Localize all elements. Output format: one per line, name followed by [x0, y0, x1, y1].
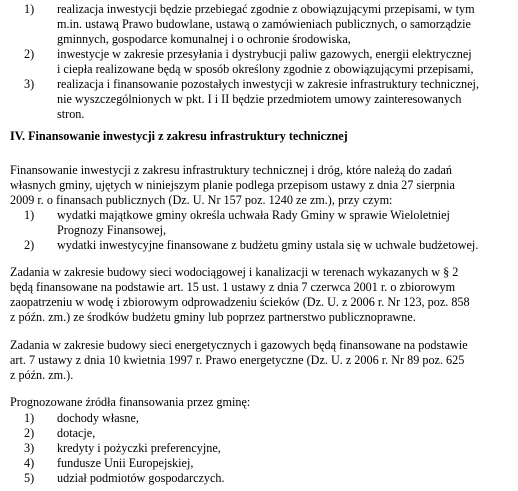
- text-line: zaopatrzeniu w wodę i zbiorowym odprowadzeniu ścieków (Dz. U. z 2006 r. Nr 123, poz. 858: [10, 295, 470, 309]
- text-line: dotacje,: [57, 426, 96, 440]
- list-number: 1): [24, 208, 35, 222]
- text-line: Prognozy Finansowej,: [57, 223, 167, 237]
- list-number: 1): [24, 2, 35, 16]
- list-number: 3): [24, 77, 35, 91]
- text-line: będą finansowane na podstawie art. 15 ust. 1 ustawy z dnia 7 czerwca 2001 r. o zbiorowym: [10, 280, 456, 294]
- text-line: stron.: [57, 107, 85, 121]
- text-line: wydatki majątkowe gminy określa uchwała Rady Gminy w sprawie Wieloletniej: [57, 208, 450, 222]
- list-number: 2): [24, 426, 35, 440]
- text-line: własnych gminy, ujętych w niniejszym planie podlega przepisom ustawy z dnia 27 sierpnia: [10, 178, 455, 192]
- text-line: i ciepła realizowane będą w sposób określony zgodnie z obowiązującymi przepisami,: [57, 62, 474, 76]
- text-line: Zadania w zakresie budowy sieci wodociągowej i kanalizacji w terenach wykazanych w § 2: [10, 265, 459, 279]
- text-line: 2009 r. o finansach publicznych (Dz. U. Nr 157 poz. 1240 ze zm.), przy czym:: [10, 193, 393, 207]
- text-line: realizacja inwestycji będzie przebiegać zgodnie z obowiązującymi przepisami, w tym: [57, 2, 475, 16]
- list-number: 1): [24, 411, 35, 425]
- list-number: 3): [24, 441, 35, 455]
- text-line: dochody własne,: [57, 411, 139, 425]
- text-line: Zadania w zakresie budowy sieci energetycznych i gazowych będą finansowane na podstawie: [10, 338, 468, 352]
- list-number: 2): [24, 47, 35, 61]
- text-line: fundusze Unii Europejskiej,: [57, 456, 194, 470]
- text-line: wydatki inwestycyjne finansowane z budżetu gminy ustala się w uchwale budżetowej.: [57, 238, 479, 252]
- list-number: 5): [24, 471, 35, 485]
- text-line: z późn. zm.).: [10, 368, 74, 382]
- list-number: 4): [24, 456, 35, 470]
- text-line: udział podmiotów gospodarczych.: [57, 471, 225, 485]
- paragraph: Prognozowane źródła finansowania przez gminę:: [10, 395, 251, 409]
- text-line: kredyty i pożyczki preferencyjne,: [57, 441, 221, 455]
- text-line: Finansowanie inwestycji z zakresu infrastruktury technicznej i dróg, które należą do zadań: [10, 163, 452, 177]
- section-heading: IV. Finansowanie inwestycji z zakresu infrastruktury technicznej: [10, 129, 348, 143]
- text-line: nie wyszczególnionych w pkt. I i II będzie przedmiotem umowy zainteresowanych: [57, 92, 462, 106]
- list-number: 2): [24, 238, 35, 252]
- text-line: art. 7 ustawy z dnia 10 kwietnia 1997 r. Prawo energetyczne (Dz. U. z 2006 r. Nr 89 poz. 625: [10, 353, 465, 367]
- text-line: realizacja i finansowanie pozostałych inwestycji w zakresie infrastruktury technicznej,: [57, 77, 479, 91]
- text-line: z późn. zm.) ze środków budżetu gminy lub poprzez partnerstwo publicznoprawne.: [10, 310, 416, 324]
- text-line: inwestycje w zakresie przesyłania i dystrybucji paliw gazowych, energii elektrycznej: [57, 47, 472, 61]
- text-line: m.in. ustawą Prawo budowlane, ustawą o zamówieniach publicznych, o samorządzie: [57, 17, 471, 31]
- text-line: gminnych, gospodarce komunalnej i o ochronie środowiska,: [57, 32, 351, 46]
